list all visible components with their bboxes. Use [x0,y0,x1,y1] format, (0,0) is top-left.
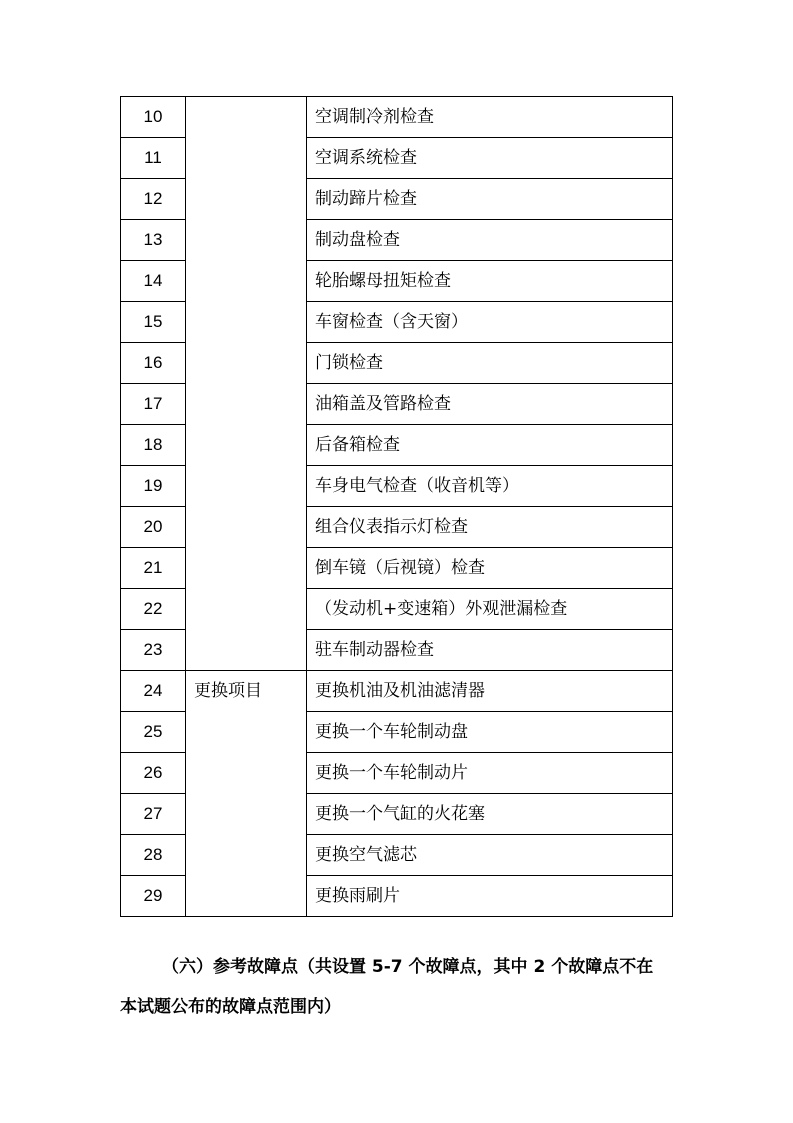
row-number: 18 [121,425,186,466]
row-number: 10 [121,97,186,138]
row-number: 17 [121,384,186,425]
row-number: 19 [121,466,186,507]
row-number: 12 [121,179,186,220]
inspection-item: 后备箱检查 [307,425,673,466]
inspection-item: 车窗检查（含天窗） [307,302,673,343]
inspection-item: 倒车镜（后视镜）检查 [307,548,673,589]
table-row [121,671,673,712]
inspection-item: 空调制冷剂检查 [307,97,673,138]
inspection-item: 轮胎螺母扭矩检查 [307,261,673,302]
table-body [121,97,673,917]
row-number: 28 [121,835,186,876]
inspection-item: 更换一个车轮制动片 [307,753,673,794]
category-cell: 更换项目 [186,671,307,917]
row-number: 26 [121,753,186,794]
inspection-item: 空调系统检查 [307,138,673,179]
inspection-item: 更换机油及机油滤清器 [307,671,673,712]
row-number: 13 [121,220,186,261]
fault-points-note-line-2: 本试题公布的故障点范围内） [120,997,341,1017]
inspection-item: 更换一个气缸的火花塞 [307,794,673,835]
row-number: 16 [121,343,186,384]
inspection-item: （发动机+变速箱）外观泄漏检查 [307,589,673,630]
row-number: 20 [121,507,186,548]
row-number: 14 [121,261,186,302]
inspection-item: 门锁检查 [307,343,673,384]
row-number: 27 [121,794,186,835]
fault-points-note-line-1: （六）参考故障点（共设置 5-7 个故障点，其中 2 个故障点不在 [162,957,654,977]
row-number: 23 [121,630,186,671]
inspection-item: 车身电气检查（收音机等） [307,466,673,507]
row-number: 11 [121,138,186,179]
maintenance-items-table [120,96,673,917]
row-number: 21 [121,548,186,589]
inspection-item: 驻车制动器检查 [307,630,673,671]
inspection-item: 油箱盖及管路检查 [307,384,673,425]
inspection-item: 组合仪表指示灯检查 [307,507,673,548]
row-number: 22 [121,589,186,630]
inspection-item: 制动盘检查 [307,220,673,261]
row-number: 25 [121,712,186,753]
inspection-item: 更换雨刷片 [307,876,673,917]
row-number: 24 [121,671,186,712]
inspection-item: 更换一个车轮制动盘 [307,712,673,753]
inspection-item: 制动蹄片检查 [307,179,673,220]
table-row [121,97,673,138]
row-number: 15 [121,302,186,343]
row-number: 29 [121,876,186,917]
category-cell [186,97,307,671]
inspection-item: 更换空气滤芯 [307,835,673,876]
